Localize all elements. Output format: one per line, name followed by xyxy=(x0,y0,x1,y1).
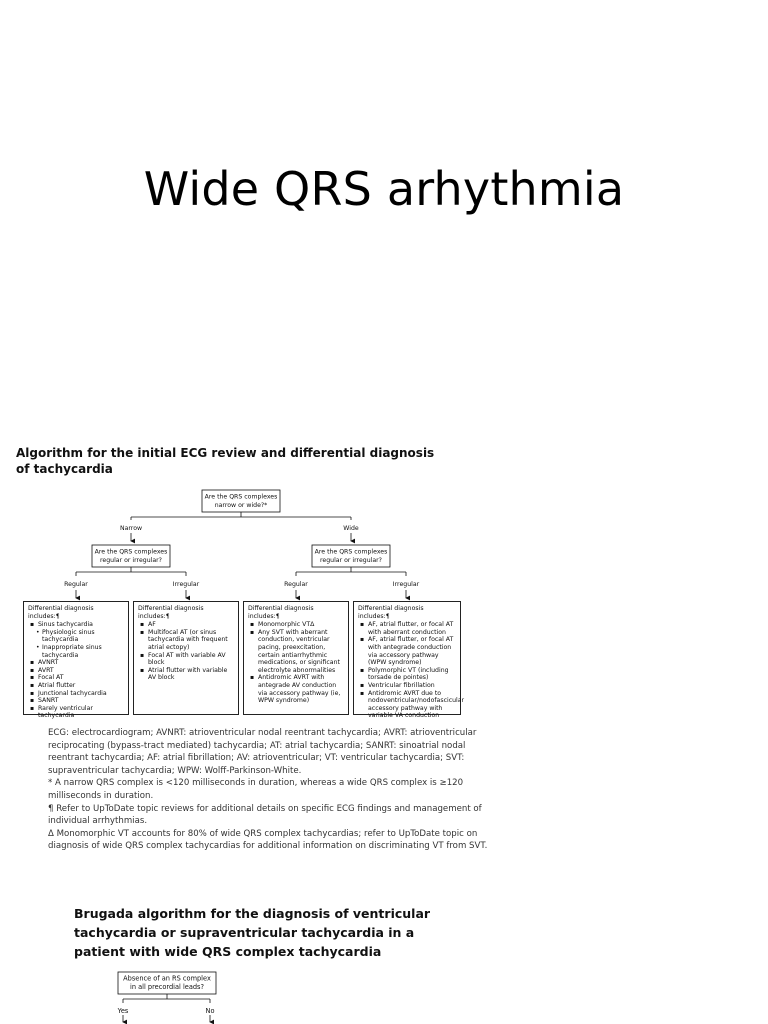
wide-irregular-label: Irregular xyxy=(392,581,420,588)
dd-item: ▪ Any SVT with aberrant conduction, ventricular pacing, preexcitation, certain antiarrhythmic medications, or significant electrolyte abnormalities xyxy=(254,629,344,675)
dd-list xyxy=(138,621,234,682)
dd-list xyxy=(248,621,344,705)
slide-title: Wide QRS arhythmia xyxy=(143,162,625,216)
dd-item: ▪ Ventricular fibrillation xyxy=(364,682,456,690)
dd-box-narrow-regular xyxy=(23,601,129,720)
dd-item: ▪ SANRT xyxy=(34,697,124,705)
root-question-line-1: Are the QRS complexes xyxy=(204,493,278,501)
dd-heading: Differential diagnosis includes:¶ xyxy=(358,605,424,620)
dd-list xyxy=(28,621,124,720)
wide-regular-label: Regular xyxy=(284,581,308,588)
wide-question-line-1: Are the QRS complexes xyxy=(314,548,388,556)
footnote-abbreviations: ECG: electrocardiogram; AVNRT: atrioventricular nodal reentrant tachycardia; AVRT: atrioventricular reciprocating (bypass-tract mediated) tachycardia; AT: atrial tachycardia; SANRT: sinoatrial nodal reentrant tachycardia; AF: atrial fibrillation; AV: atrioventricular; VT: ventricular tachycardia; SVT: supraventricular tachycardia; WPW: Wolff-Parkinson-White. xyxy=(48,728,477,776)
footnote-uptodate: ¶ Refer to UpToDate topic reviews for additional details on specific ECG findings and management of individual arrhythmias. xyxy=(48,803,482,827)
dd-box-wide-regular xyxy=(243,601,349,715)
dd-item: ▪ Antidromic AVRT with antegrade AV conduction via accessory pathway (ie, WPW syndrome) xyxy=(254,674,344,704)
narrow-question-line-1: Are the QRS complexes xyxy=(94,548,168,556)
dd-item: ▪ Rarely ventricular tachycardia xyxy=(34,705,124,720)
narrow-irregular-label: Irregular xyxy=(172,581,200,588)
dd-list xyxy=(358,621,465,720)
brugada-question-line-2: in all precordial leads? xyxy=(129,983,205,991)
wide-question-line-2: regular or irregular? xyxy=(320,557,382,564)
narrow-question-line-2: regular or irregular? xyxy=(100,557,162,564)
dd-item: ▪ Sinus tachycardia xyxy=(34,621,124,629)
dd-item: ▪ Focal AT with variable AV block xyxy=(144,652,234,667)
algorithm-title: Algorithm for the initial ECG review and differential diagnosis of tachycardia xyxy=(16,446,435,476)
dd-box-narrow-irregular xyxy=(133,601,239,715)
dd-item: ▪ Focal AT xyxy=(34,674,124,682)
dd-item: ▪ Junctional tachycardia xyxy=(34,690,124,698)
branch-wide-label: Wide xyxy=(343,525,359,532)
dd-item: ▪ Multifocal AT (or sinus tachycardia with frequent atrial ectopy) xyxy=(144,629,234,652)
dd-item: ▪ AF, atrial flutter, or focal AT with antegrade conduction via accessory pathway (WPW syndrome) xyxy=(364,636,456,666)
dd-item: ▪ Monomorphic VTΔ xyxy=(254,621,344,629)
algorithm-footnotes xyxy=(48,727,498,853)
root-question-line-2: narrow or wide?* xyxy=(214,502,268,509)
dd-item: ▪ Antidromic AVRT due to nodoventricular/nodofascicular accessory pathway with variable VA conduction xyxy=(364,690,456,720)
dd-sub-item: • Inappropriate sinus tachycardia xyxy=(34,644,124,659)
dd-item: ▪ AF xyxy=(144,621,234,629)
brugada-title: Brugada algorithm for the diagnosis of ventricular tachycardia or supraventricular tachycardia in a patient with wide QRS complex tachycardia xyxy=(74,906,431,959)
dd-item: ▪ Atrial flutter xyxy=(34,682,124,690)
brugada-yes-label: Yes xyxy=(117,1007,129,1015)
footnote-monomorphic-vt: Δ Monomorphic VT accounts for 80% of wide QRS complex tachycardias; refer to UpToDate topic on diagnosis of wide QRS complex tachycardias for additional information on discriminating VT from SVT. xyxy=(48,828,488,852)
dd-box-wide-irregular xyxy=(353,601,465,720)
dd-item: ▪ Atrial flutter with variable AV block xyxy=(144,667,234,682)
branch-narrow-label: Narrow xyxy=(119,525,143,532)
dd-item: ▪ AVRT xyxy=(34,667,124,675)
dd-heading: Differential diagnosis includes:¶ xyxy=(28,605,94,620)
dd-item: ▪ AVNRT xyxy=(34,659,124,667)
dd-item: ▪ AF, atrial flutter, or focal AT with aberrant conduction xyxy=(364,621,456,636)
dd-heading: Differential diagnosis includes:¶ xyxy=(248,605,314,620)
dd-item: ▪ Polymorphic VT (including torsade de pointes) xyxy=(364,667,456,682)
dd-heading: Differential diagnosis includes:¶ xyxy=(138,605,204,620)
footnote-qrs-duration: * A narrow QRS complex is <120 milliseconds in duration, whereas a wide QRS complex is ≥120 milliseconds in duration. xyxy=(48,778,464,801)
brugada-question-line-1: Absence of an RS complex xyxy=(123,974,211,983)
brugada-no-label: No xyxy=(205,1007,215,1015)
narrow-regular-label: Regular xyxy=(64,581,88,588)
dd-sub-item: • Physiologic sinus tachycardia xyxy=(34,629,124,644)
